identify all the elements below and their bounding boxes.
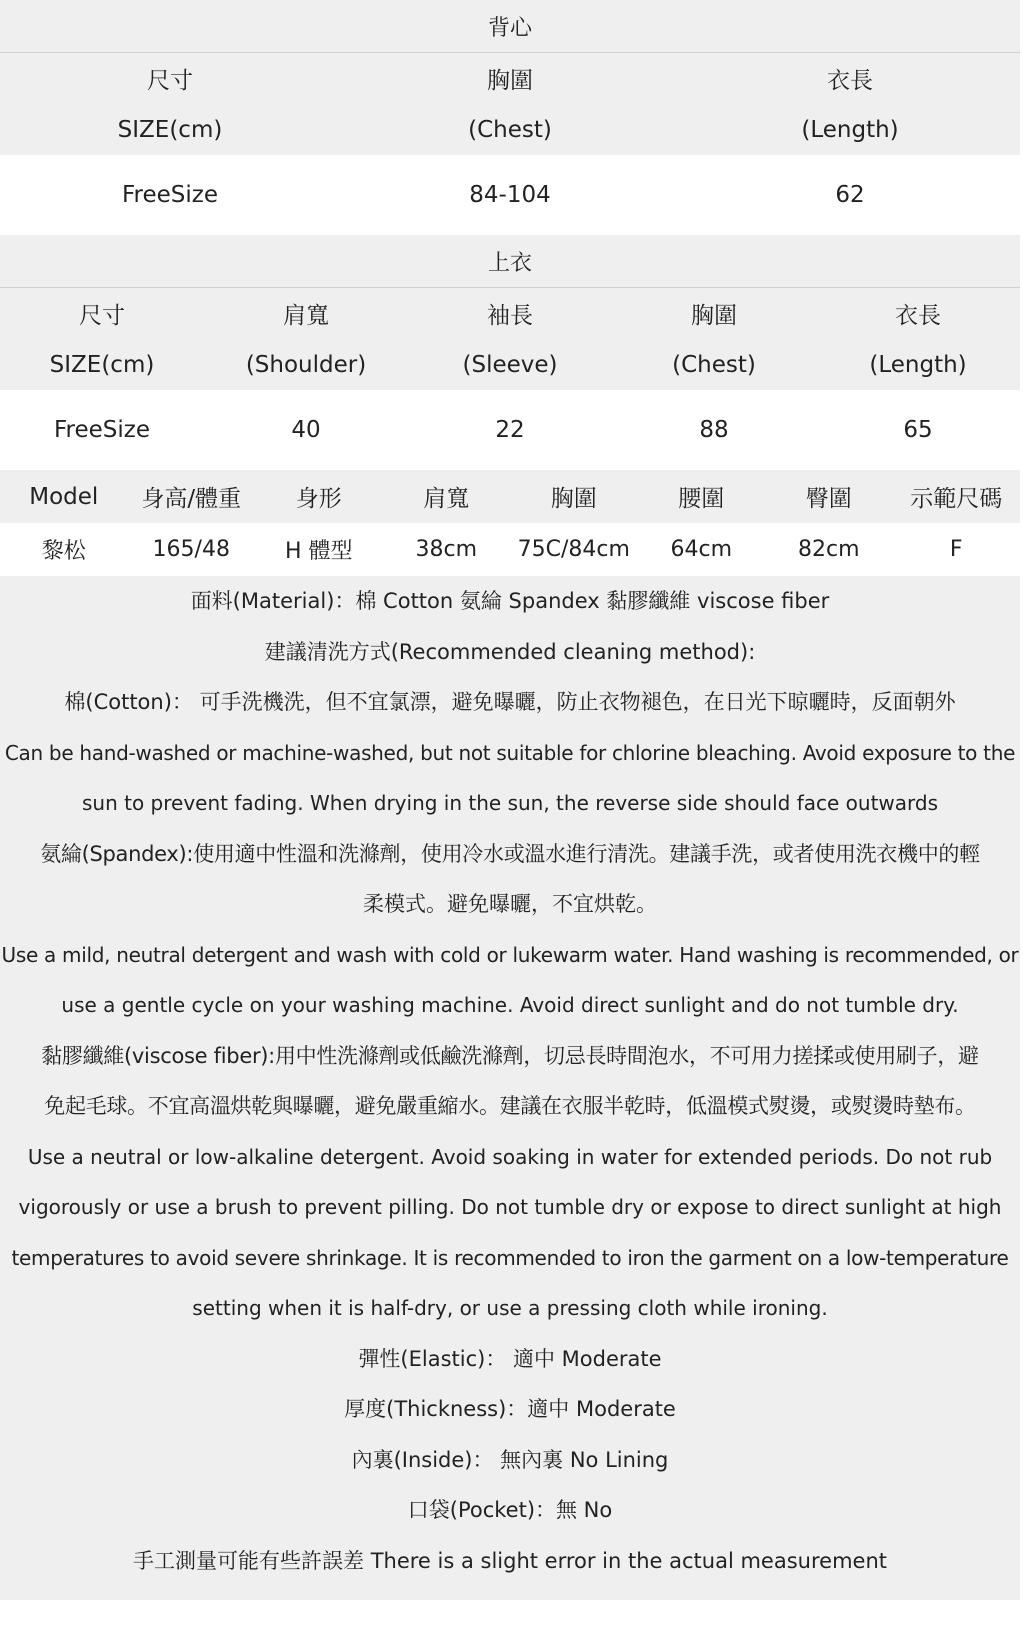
spandex-en-line-2: use a gentle cycle on your washing machine. Avoid direct sunlight and do not tumble dry. <box>61 993 959 1017</box>
thickness-line: 厚度(Thickness)：適中 Moderate <box>344 1397 676 1421</box>
top-header-zh-row <box>0 288 1020 339</box>
top-header-sleeve-zh: 袖長 <box>487 303 533 329</box>
vest-header-size-zh: 尺寸 <box>147 68 193 94</box>
top-value-row <box>0 390 1020 470</box>
spandex-zh-line-1: 氨綸(Spandex):使用適中性溫和洗滌劑，使用冷水或溫水進行清洗。建議手洗，或者使用洗衣機中的輕 <box>40 841 980 866</box>
inside-line: 內裏(Inside)： 無內裏 No Lining <box>351 1447 669 1472</box>
model-header-body-shape: 身形 <box>295 486 342 512</box>
model-value-height-weight: 165/48 <box>152 537 230 562</box>
model-value-body-shape: H 體型 <box>284 539 353 564</box>
top-header-size-zh: 尺寸 <box>79 303 125 329</box>
vest-header-chest-zh: 胸圍 <box>487 68 533 94</box>
model-value-name: 黎松 <box>41 539 86 564</box>
top-table <box>0 235 1020 390</box>
top-header-chest-zh: 胸圍 <box>691 303 737 329</box>
vest-value-chest: 84-104 <box>469 182 551 208</box>
model-value-size-worn: F <box>949 537 963 562</box>
model-value-shoulder: 38cm <box>415 537 478 562</box>
viscose-zh-line-1: 黏膠纖維(viscose fiber):用中性洗滌劑或低鹼洗滌劑，切忌長時間泡水，不可用力搓揉或使用刷子，避 <box>41 1043 979 1068</box>
vest-header-zh-row <box>0 53 1020 104</box>
top-title-row <box>0 235 1020 288</box>
top-value-sleeve: 22 <box>495 417 525 443</box>
care-notes <box>0 576 1020 1600</box>
top-header-chest-en: (Chest) <box>672 351 756 378</box>
top-header-size-en: SIZE(cm) <box>49 351 155 378</box>
vest-value-row <box>0 155 1020 235</box>
model-value-hip: 82cm <box>797 537 860 562</box>
top-header-length-zh: 衣長 <box>895 303 941 329</box>
cotton-en-line-2: sun to prevent fading. When drying in the sun, the reverse side should face outwards <box>81 791 939 815</box>
vest-header-en-row <box>0 104 1020 155</box>
model-header-height-weight: 身高/體重 <box>141 486 242 512</box>
model-header-row <box>0 470 1020 523</box>
vest-value-size: FreeSize <box>121 182 219 208</box>
vest-title: 背心 <box>487 15 532 41</box>
model-value-chest: 75C/84cm <box>517 537 630 562</box>
cotton-zh-line: 棉(Cotton)： 可手洗機洗，但不宜氯漂，避免曝曬，防止衣物褪色，在日光下晾曬時，反面朝外 <box>64 690 956 714</box>
model-header-waist: 腰圍 <box>678 486 725 512</box>
spandex-en-line-1: Use a mild, neutral detergent and wash with cold or lukewarm water. Hand washing is recommended, or <box>1 942 1019 967</box>
viscose-en-line-3: temperatures to avoid severe shrinkage. It is recommended to iron the garment on a low-temperature <box>11 1245 1009 1270</box>
elastic-line: 彈性(Elastic)： 適中 Moderate <box>358 1346 662 1371</box>
spandex-zh-line-2: 柔模式。避免曝曬，不宜烘乾。 <box>363 892 657 916</box>
vest-header-size-en: SIZE(cm) <box>117 116 223 143</box>
model-header-size-worn: 示範尺碼 <box>910 486 1003 512</box>
viscose-en-line-2: vigorously or use a brush to prevent pilling. Do not tumble dry or expose to direct sunlight at high <box>18 1195 1002 1219</box>
viscose-zh-line-2: 免起毛球。不宜高溫烘乾與曝曬，避免嚴重縮水。建議在衣服半乾時，低溫模式熨燙，或熨燙時墊布。 <box>44 1094 976 1118</box>
model-header-model: Model <box>29 483 99 510</box>
top-header-sleeve-en: (Sleeve) <box>462 351 558 378</box>
model-header-hip: 臀圍 <box>805 486 852 512</box>
vest-value-length: 62 <box>835 182 865 208</box>
cleaning-title: 建議清洗方式(Recommended cleaning method): <box>264 639 756 664</box>
vest-table <box>0 0 1020 155</box>
top-value-length: 65 <box>903 417 933 443</box>
model-value-waist: 64cm <box>670 537 733 562</box>
top-header-shoulder-zh: 肩寬 <box>283 303 329 329</box>
model-value-row <box>0 523 1020 576</box>
vest-header-chest-en: (Chest) <box>468 116 552 143</box>
model-header-shoulder: 肩寬 <box>423 486 470 512</box>
model-header-chest: 胸圍 <box>550 486 597 512</box>
viscose-en-line-1: Use a neutral or low-alkaline detergent. Avoid soaking in water for extended periods. Do not rub <box>27 1144 993 1169</box>
cotton-en-line-1: Can be hand-washed or machine-washed, but not suitable for chlorine bleaching. Avoid exposure to the <box>4 740 1016 765</box>
measurement-disclaimer: 手工測量可能有些許誤差 There is a slight error in the actual measurement <box>133 1548 887 1573</box>
top-value-size: FreeSize <box>53 417 151 443</box>
top-header-length-en: (Length) <box>869 351 967 378</box>
top-value-shoulder: 40 <box>291 417 321 443</box>
top-title: 上衣 <box>487 250 532 276</box>
pocket-line: 口袋(Pocket)：無 No <box>407 1498 613 1522</box>
vest-header-length-en: (Length) <box>801 116 899 143</box>
top-header-shoulder-en: (Shoulder) <box>245 351 367 378</box>
vest-header-length-zh: 衣長 <box>827 68 873 94</box>
material-line: 面料(Material)：棉 Cotton 氨綸 Spandex 黏膠纖維 viscose fiber <box>190 589 830 613</box>
top-value-chest: 88 <box>699 417 729 443</box>
vest-title-row <box>0 0 1020 53</box>
viscose-en-line-4: setting when it is half-dry, or use a pressing cloth while ironing. <box>192 1296 828 1320</box>
top-header-en-row <box>0 339 1020 390</box>
